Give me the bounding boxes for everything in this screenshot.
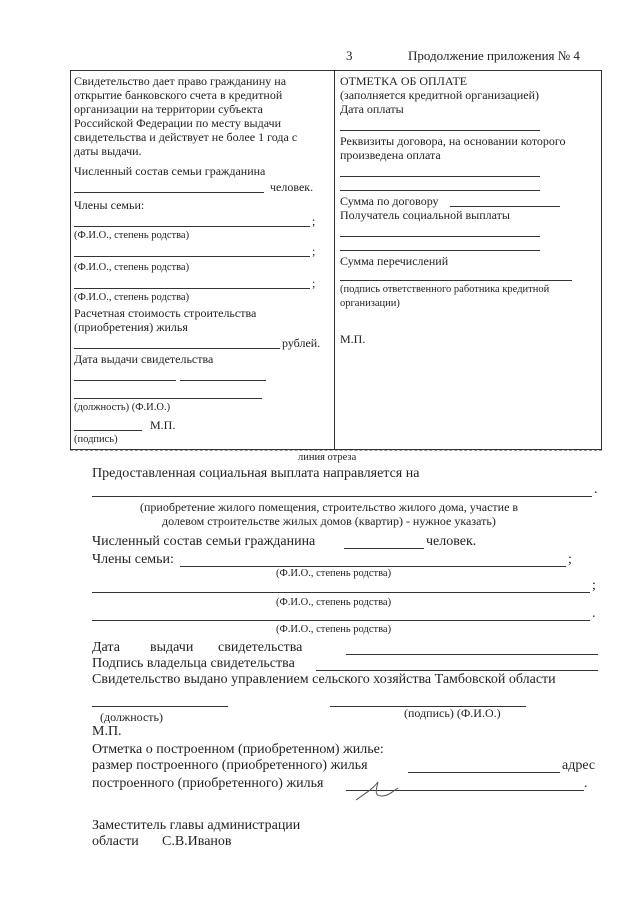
left-rubles: рублей. [282, 336, 321, 350]
contract-req-field-1[interactable] [340, 176, 540, 177]
holder-sign-field[interactable] [316, 670, 598, 671]
fio-caption-2: (Ф.И.О., степень родства) [276, 597, 392, 608]
continuation-label: Продолжение приложения № 4 [408, 48, 580, 63]
recipient-field-2[interactable] [340, 250, 540, 251]
address-period: . [584, 776, 588, 791]
page-number: 3 [346, 48, 353, 63]
address-label-2: построенного (приобретенного) жилья [92, 776, 324, 791]
cut-line-label: линия отреза [298, 452, 357, 463]
left-stamp: М.П. [150, 418, 176, 432]
left-cost-label-1: Расчетная стоимость строительства [74, 306, 257, 320]
transfer-sum-label: Сумма перечислений [340, 254, 449, 268]
fio-caption-1: (Ф.И.О., степень родства) [276, 568, 392, 579]
left-semicolon-3: ; [312, 276, 316, 290]
payment-mark-subtitle: (заполняется кредитной организацией) [340, 88, 540, 102]
issue-date-word-3: свидетельства [218, 640, 303, 655]
left-para-6: даты выдачи. [74, 144, 142, 158]
left-member-1-field[interactable] [74, 226, 310, 227]
left-cost-field[interactable] [74, 348, 280, 349]
position-caption: (должность) [100, 710, 163, 724]
sign-fio-caption: (подпись) (Ф.И.О.) [404, 706, 501, 720]
member-3-field[interactable] [92, 620, 590, 621]
contract-sum-label: Сумма по договору [340, 194, 439, 208]
left-member-2-field[interactable] [74, 256, 310, 257]
payment-date-field[interactable] [340, 130, 540, 131]
left-semicolon-1: ; [312, 214, 316, 228]
left-issue-date-field-1[interactable] [74, 380, 176, 381]
family-count-unit: человек. [426, 534, 477, 549]
right-stamp: М.П. [340, 332, 366, 346]
contract-req-field-2[interactable] [340, 190, 540, 191]
position-field[interactable] [92, 706, 228, 707]
member-2-field[interactable] [92, 592, 590, 593]
officer-sign-field[interactable] [340, 280, 572, 281]
directed-field[interactable] [92, 496, 592, 497]
left-signature-caption: (подпись) [74, 434, 118, 445]
region-label: области [92, 834, 139, 849]
left-fio-caption-1: (Ф.И.О., степень родства) [74, 230, 190, 241]
left-family-count-label: Численный состав семьи гражданина [74, 164, 266, 178]
semicolon-2: ; [592, 578, 596, 593]
left-family-count-field[interactable] [74, 192, 264, 193]
address-label: адрес [562, 758, 596, 773]
size-label: размер построенного (приобретенного) жилья [92, 758, 368, 773]
bottom-stamp: М.П. [92, 724, 122, 739]
recipient-label: Получатель социальной выплаты [340, 208, 510, 222]
contract-req-1: Реквизиты договора, на основании которого [340, 134, 566, 148]
left-signature-field[interactable] [74, 430, 142, 431]
period-3: . [592, 606, 596, 621]
left-para-3: организации на территории субъекта [74, 102, 263, 116]
housing-mark-label: Отметка о построенном (приобретенном) жилье: [92, 742, 384, 757]
officer-caption-1: (подпись ответственного работника кредитной [340, 284, 550, 295]
fio-caption-3: (Ф.И.О., степень родства) [276, 624, 392, 635]
left-family-count-unit: человек. [270, 180, 314, 194]
contract-sum-field[interactable] [450, 206, 560, 207]
left-para-2: открытие банковского счета в кредитной [74, 88, 283, 102]
handwritten-mark-icon [352, 770, 412, 810]
family-count-field[interactable] [344, 548, 424, 549]
issue-date-word-1: Дата [92, 640, 120, 655]
recipient-field-1[interactable] [340, 236, 540, 237]
left-fio-caption-2: (Ф.И.О., степень родства) [74, 262, 190, 273]
issue-date-field[interactable] [346, 654, 598, 655]
member-1-field[interactable] [180, 566, 566, 567]
column-divider [334, 70, 335, 450]
officer-caption-2: организации) [340, 298, 400, 309]
cut-line [70, 450, 602, 451]
left-para-4: Российской Федерации по месту выдачи [74, 116, 281, 130]
semicolon-1: ; [568, 552, 572, 567]
payment-date-label: Дата оплаты [340, 102, 404, 116]
left-para-5: свидетельства и действует не более 1 года с [74, 130, 298, 144]
left-fio-caption-3: (Ф.И.О., степень родства) [74, 292, 190, 303]
holder-sign-label: Подпись владельца свидетельства [92, 656, 295, 671]
left-semicolon-2: ; [312, 244, 316, 258]
issued-by-label: Свидетельство выдано управлением сельского хозяйства Тамбовской области [92, 672, 556, 687]
issue-date-word-2: выдачи [150, 640, 194, 655]
left-issue-date-label: Дата выдачи свидетельства [74, 352, 214, 366]
purpose-caption-2: долевом строительстве жилых домов (квартир) - нужное указать) [162, 514, 496, 528]
left-issue-date-field-3[interactable] [74, 398, 262, 399]
members-label: Члены семьи: [92, 552, 174, 567]
contract-req-2: произведена оплата [340, 148, 441, 162]
payment-mark-title: ОТМЕТКА ОБ ОПЛАТЕ [340, 74, 468, 88]
directed-period: . [594, 482, 598, 497]
left-para-1: Свидетельство дает право гражданину на [74, 74, 287, 88]
directed-label: Предоставленная социальная выплата направляется на [92, 466, 420, 481]
left-issue-date-field-2[interactable] [180, 380, 266, 381]
left-cost-label-2: (приобретения) жилья [74, 320, 188, 334]
size-field[interactable] [408, 772, 560, 773]
family-count-label: Численный состав семьи гражданина [92, 534, 316, 549]
deputy-title: Заместитель главы администрации [92, 818, 301, 833]
signatory-name: С.В.Иванов [162, 834, 232, 849]
left-members-label: Члены семьи: [74, 198, 145, 212]
left-position-fio: (должность) (Ф.И.О.) [74, 402, 171, 413]
left-member-3-field[interactable] [74, 288, 310, 289]
purpose-caption-1: (приобретение жилого помещения, строительство жилого дома, участие в [140, 500, 519, 514]
